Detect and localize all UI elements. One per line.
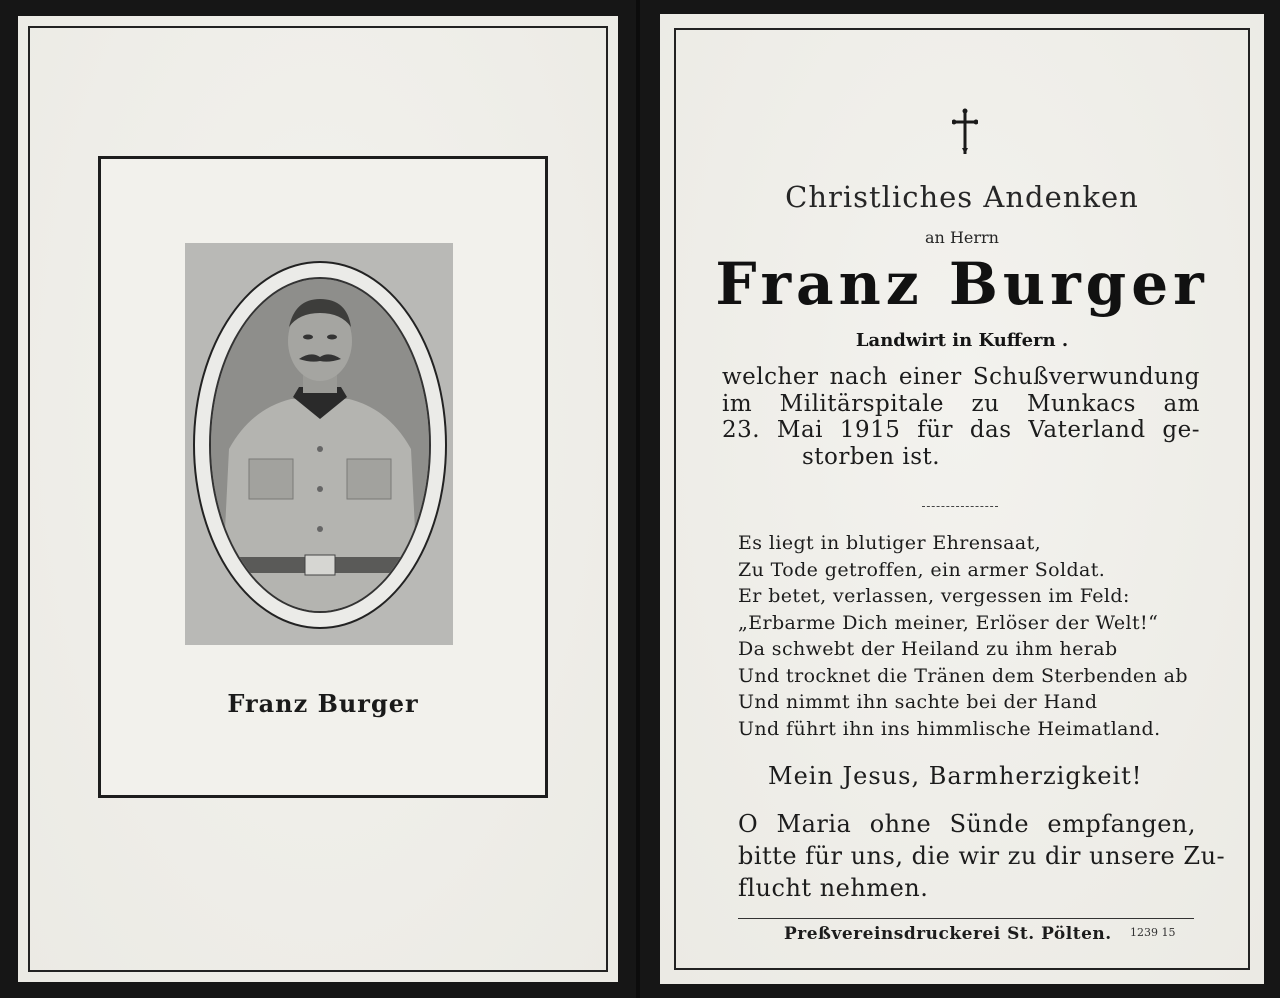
portrait-oval-mat bbox=[193, 261, 447, 629]
soldier-portrait-image bbox=[211, 279, 429, 611]
poem-line: Und nimmt ihn sachte bei der Hand bbox=[738, 691, 1098, 713]
section-divider bbox=[922, 506, 998, 507]
photo-frame bbox=[98, 156, 548, 798]
poem-line: Er betet, verlassen, vergessen im Feld: bbox=[738, 585, 1130, 607]
prayer-short: Mein Jesus, Barmherzigkeit! bbox=[768, 762, 1143, 790]
deceased-name: Franz Burger bbox=[715, 250, 1209, 318]
death-notice-line: welcher nach einer Schußverwundung bbox=[722, 364, 1200, 390]
poem-line: Und trocknet die Tränen dem Sterbenden ab bbox=[738, 664, 1188, 687]
cross-icon bbox=[952, 108, 978, 156]
occupation: Landwirt in Kuffern . bbox=[855, 330, 1069, 351]
right-card bbox=[640, 0, 1280, 998]
photo-caption: Franz Burger bbox=[227, 689, 419, 718]
prayer-long bbox=[738, 808, 1226, 904]
poem-line: Und führt ihn ins himmlische Heimatland. bbox=[738, 717, 1161, 740]
memorial-heading: Christliches Andenken bbox=[785, 180, 1139, 214]
poem-line: Da schwebt der Heiland zu ihm herab bbox=[738, 638, 1118, 660]
printer-imprint: Preßvereinsdruckerei St. Pölten. bbox=[784, 924, 1112, 944]
portrait-photo bbox=[185, 243, 453, 645]
poem-line: Zu Tode getroffen, ein armer Soldat. bbox=[738, 558, 1106, 581]
poem-line: Es liegt in blutiger Ehrensaat, bbox=[738, 532, 1042, 554]
left-card bbox=[0, 0, 636, 998]
poem-line: „Erbarme Dich meiner, Erlöser der Welt!“ bbox=[738, 611, 1159, 634]
poem bbox=[738, 530, 1188, 742]
death-notice bbox=[722, 364, 1200, 470]
death-notice-line: storben ist. bbox=[802, 443, 941, 470]
prayer-line: bitte für uns, die wir zu dir unsere Zu- bbox=[738, 842, 1226, 870]
right-card-paper bbox=[660, 14, 1264, 984]
prayer-line: O Maria ohne Sünde empfangen, bbox=[738, 810, 1196, 838]
footer-divider bbox=[738, 918, 1194, 919]
left-card-paper bbox=[18, 16, 618, 982]
prayer-line: flucht nehmen. bbox=[738, 874, 929, 902]
printer-code: 1239 15 bbox=[1130, 926, 1176, 939]
portrait-oval bbox=[209, 277, 431, 613]
death-notice-line: 23. Mai 1915 für das Vaterland ge- bbox=[722, 417, 1200, 443]
salutation: an Herrn bbox=[925, 228, 999, 247]
death-notice-line: im Militärspitale zu Munkacs am bbox=[722, 390, 1200, 417]
